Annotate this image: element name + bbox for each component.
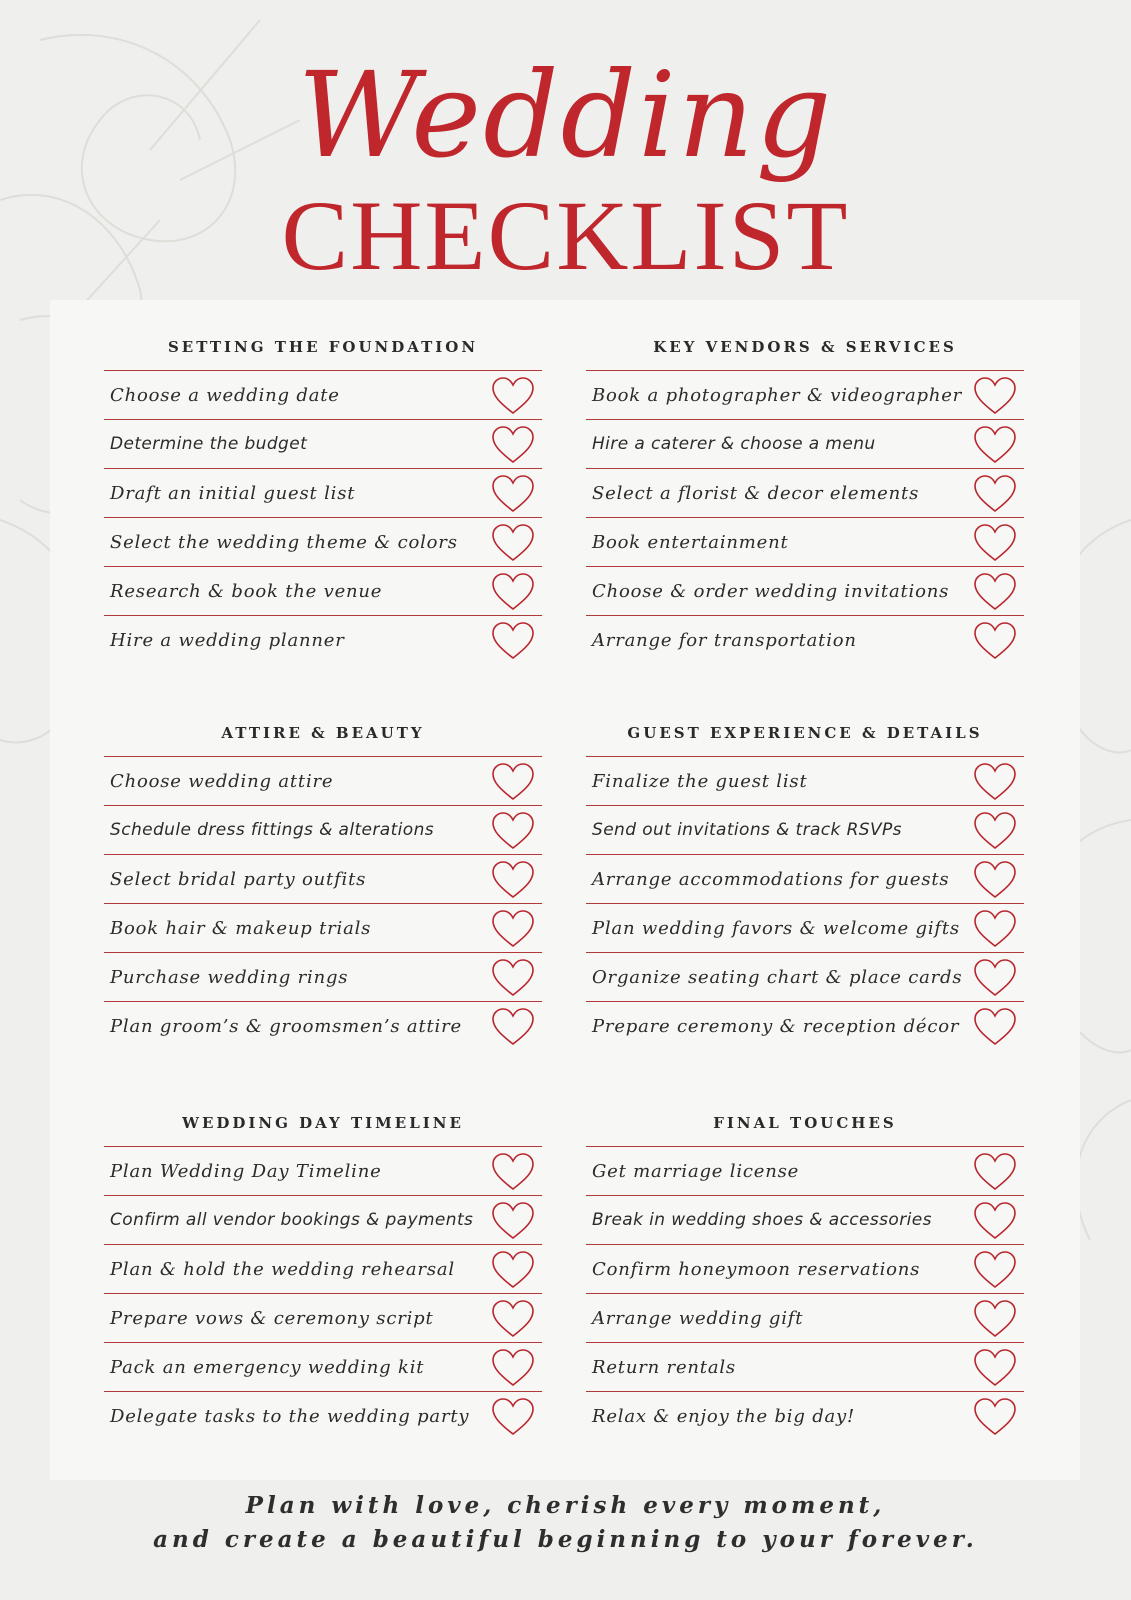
section-wedding-day-timeline <box>104 1100 542 1440</box>
checklist-item[interactable] <box>104 469 542 518</box>
checklist-item[interactable] <box>104 1002 542 1050</box>
section-key-vendors-services <box>586 324 1024 664</box>
checklist-item[interactable] <box>104 806 542 855</box>
item-label: Pack an emergency wedding kit <box>110 1356 425 1378</box>
heart-outline-icon[interactable] <box>490 1299 536 1339</box>
item-label: Plan & hold the wedding rehearsal <box>110 1258 455 1280</box>
checklist-item[interactable] <box>104 757 542 806</box>
heart-outline-icon[interactable] <box>972 1397 1018 1437</box>
section-title: KEY VENDORS & SERVICES <box>586 324 1024 371</box>
heart-outline-icon[interactable] <box>490 1250 536 1290</box>
section-title: WEDDING DAY TIMELINE <box>104 1100 542 1147</box>
checklist-item[interactable] <box>586 1002 1024 1050</box>
item-label: Plan groom’s & groomsmen’s attire <box>110 1015 462 1037</box>
checklist-item[interactable] <box>104 616 542 664</box>
item-label: Plan wedding favors & welcome gifts <box>592 917 960 939</box>
checklist-item[interactable] <box>104 1294 542 1343</box>
heart-outline-icon[interactable] <box>490 1007 536 1047</box>
checklist-item[interactable] <box>586 1392 1024 1440</box>
checklist-item[interactable] <box>586 1147 1024 1196</box>
heart-outline-icon[interactable] <box>972 909 1018 949</box>
checklist-item[interactable] <box>104 1196 542 1245</box>
item-label: Arrange for transportation <box>592 629 857 651</box>
item-label: Hire a wedding planner <box>110 629 345 651</box>
section-title: FINAL TOUCHES <box>586 1100 1024 1147</box>
checklist-item[interactable] <box>104 953 542 1002</box>
checklist-item[interactable] <box>586 371 1024 420</box>
item-label: Determine the budget <box>110 434 308 454</box>
checklist-item[interactable] <box>104 567 542 616</box>
checklist-item[interactable] <box>104 904 542 953</box>
item-label: Choose a wedding date <box>110 384 340 406</box>
heart-outline-icon[interactable] <box>490 909 536 949</box>
heart-outline-icon[interactable] <box>490 474 536 514</box>
checklist-item[interactable] <box>586 567 1024 616</box>
item-label: Break in wedding shoes & accessories <box>592 1210 932 1230</box>
item-label: Organize seating chart & place cards <box>592 966 963 988</box>
section-setting-the-foundation <box>104 324 542 664</box>
item-label: Delegate tasks to the wedding party <box>110 1405 470 1427</box>
checklist-item[interactable] <box>586 1196 1024 1245</box>
heart-outline-icon[interactable] <box>972 762 1018 802</box>
heart-outline-icon[interactable] <box>490 1397 536 1437</box>
heart-outline-icon[interactable] <box>972 811 1018 851</box>
heart-outline-icon[interactable] <box>490 1348 536 1388</box>
heart-outline-icon[interactable] <box>972 958 1018 998</box>
checklist-item[interactable] <box>104 1343 542 1392</box>
item-label: Choose wedding attire <box>110 770 334 792</box>
checklist-item[interactable] <box>104 420 542 469</box>
checklist-item[interactable] <box>586 855 1024 904</box>
heart-outline-icon[interactable] <box>972 376 1018 416</box>
heart-outline-icon[interactable] <box>490 425 536 465</box>
heart-outline-icon[interactable] <box>490 1152 536 1192</box>
checklist-item[interactable] <box>586 1294 1024 1343</box>
item-label: Research & book the venue <box>110 580 383 602</box>
heart-outline-icon[interactable] <box>490 572 536 612</box>
heart-outline-icon[interactable] <box>490 811 536 851</box>
checklist-item[interactable] <box>586 757 1024 806</box>
checklist-item[interactable] <box>104 855 542 904</box>
heart-outline-icon[interactable] <box>972 1250 1018 1290</box>
section-title: GUEST EXPERIENCE & DETAILS <box>586 710 1024 757</box>
footer-line-1: Plan with love, cherish every moment, <box>245 1492 886 1519</box>
item-label: Arrange wedding gift <box>592 1307 804 1329</box>
item-label: Book a photographer & videographer <box>592 384 963 406</box>
heart-outline-icon[interactable] <box>490 621 536 661</box>
item-label: Book hair & makeup trials <box>110 917 372 939</box>
checklist-item[interactable] <box>104 1245 542 1294</box>
item-label: Return rentals <box>592 1356 736 1378</box>
checklist-item[interactable] <box>586 420 1024 469</box>
checklist-item[interactable] <box>586 1343 1024 1392</box>
checklist-item[interactable] <box>586 806 1024 855</box>
item-label: Select a florist & decor elements <box>592 482 920 504</box>
item-label: Finalize the guest list <box>592 770 808 792</box>
checklist-item[interactable] <box>104 518 542 567</box>
item-label: Purchase wedding rings <box>110 966 349 988</box>
checklist-item[interactable] <box>586 1245 1024 1294</box>
item-label: Select bridal party outfits <box>110 868 367 890</box>
heart-outline-icon[interactable] <box>490 860 536 900</box>
heart-outline-icon[interactable] <box>490 762 536 802</box>
section-final-touches <box>586 1100 1024 1440</box>
item-label: Select the wedding theme & colors <box>110 531 458 553</box>
item-label: Draft an initial guest list <box>110 482 356 504</box>
checklist-item[interactable] <box>104 1392 542 1440</box>
heart-outline-icon[interactable] <box>972 572 1018 612</box>
item-label: Confirm honeymoon reservations <box>592 1258 921 1280</box>
item-label: Arrange accommodations for guests <box>592 868 950 890</box>
section-attire-beauty <box>104 710 542 1050</box>
checklist-item[interactable] <box>586 953 1024 1002</box>
heart-outline-icon[interactable] <box>972 860 1018 900</box>
item-label: Choose & order wedding invitations <box>592 580 950 602</box>
item-label: Get marriage license <box>592 1160 800 1182</box>
title-main: CHECKLIST <box>281 180 850 291</box>
heart-outline-icon[interactable] <box>490 958 536 998</box>
checklist-item[interactable] <box>586 616 1024 664</box>
item-label: Prepare ceremony & reception décor <box>592 1015 960 1037</box>
checklist-item[interactable] <box>104 1147 542 1196</box>
heart-outline-icon[interactable] <box>490 376 536 416</box>
item-label: Send out invitations & track RSVPs <box>592 820 902 840</box>
title-script: Wedding <box>297 46 834 184</box>
item-label: Book entertainment <box>592 531 789 553</box>
item-label: Hire a caterer & choose a menu <box>592 434 876 454</box>
heart-outline-icon[interactable] <box>972 474 1018 514</box>
checklist-item[interactable] <box>104 371 542 420</box>
section-guest-experience-details <box>586 710 1024 1050</box>
item-label: Confirm all vendor bookings & payments <box>110 1210 474 1230</box>
heart-outline-icon[interactable] <box>972 1201 1018 1241</box>
heart-outline-icon[interactable] <box>972 523 1018 563</box>
heart-outline-icon[interactable] <box>972 1348 1018 1388</box>
heart-outline-icon[interactable] <box>972 621 1018 661</box>
checklist-item[interactable] <box>586 904 1024 953</box>
item-label: Relax & enjoy the big day! <box>592 1405 856 1427</box>
item-label: Schedule dress fittings & alterations <box>110 820 435 840</box>
heart-outline-icon[interactable] <box>490 1201 536 1241</box>
footer-line-2: and create a beautiful beginning to your forever. <box>153 1526 978 1553</box>
heart-outline-icon[interactable] <box>972 1007 1018 1047</box>
heart-outline-icon[interactable] <box>972 1299 1018 1339</box>
item-label: Plan Wedding Day Timeline <box>110 1160 382 1182</box>
heart-outline-icon[interactable] <box>972 1152 1018 1192</box>
section-title: SETTING THE FOUNDATION <box>104 324 542 371</box>
section-title: ATTIRE & BEAUTY <box>104 710 542 757</box>
checklist-item[interactable] <box>586 469 1024 518</box>
item-label: Prepare vows & ceremony script <box>110 1307 434 1329</box>
checklist-item[interactable] <box>586 518 1024 567</box>
heart-outline-icon[interactable] <box>490 523 536 563</box>
heart-outline-icon[interactable] <box>972 425 1018 465</box>
